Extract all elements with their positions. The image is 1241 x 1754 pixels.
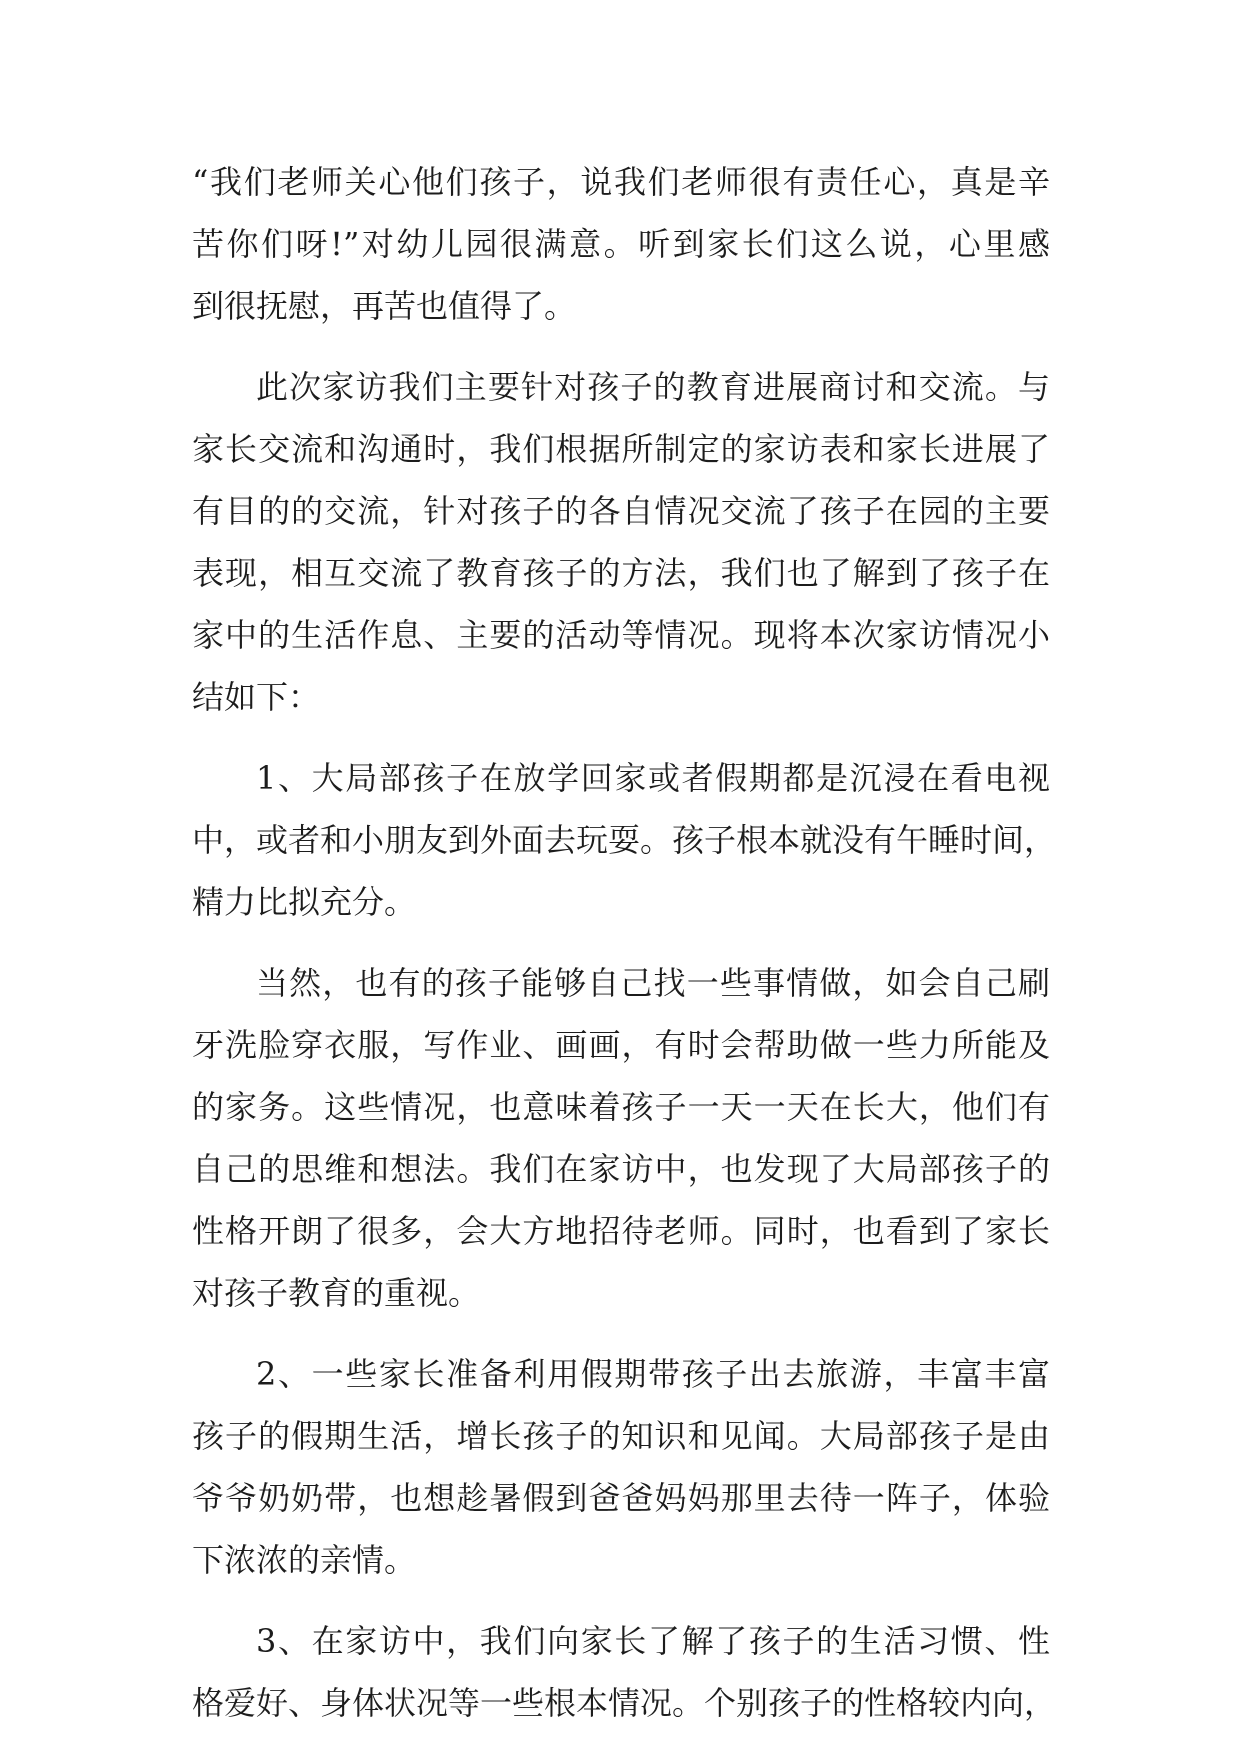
text-line: 自己的思维和想法。我们在家访中，也发现了大局部孩子的	[192, 1150, 1050, 1188]
document-body	[192, 151, 1057, 1734]
text-line: 有目的的交流，针对孩子的各自情况交流了孩子在园的主要	[192, 492, 1050, 530]
text-line: 表现，相互交流了教育孩子的方法，我们也了解到了孩子在	[192, 554, 1050, 592]
text-line: 精力比拟充分。	[192, 883, 417, 921]
text-line: 到很抚慰，再苦也值得了。	[192, 287, 577, 325]
paragraph	[192, 1343, 1050, 1591]
text-line: 结如下：	[192, 678, 321, 716]
text-line: 下浓浓的亲情。	[192, 1541, 417, 1579]
paragraph	[192, 151, 1050, 337]
paragraph	[192, 747, 1057, 933]
text-line: 的家务。这些情况，也意味着孩子一天一天在长大，他们有	[192, 1088, 1050, 1126]
text-line: 家中的生活作息、主要的活动等情况。现将本次家访情况小	[192, 616, 1050, 654]
text-line: 牙洗脸穿衣服，写作业、画画，有时会帮助做一些力所能及	[192, 1026, 1050, 1064]
text-line: 1、大局部孩子在放学回家或者假期都是沉浸在看电视	[256, 759, 1050, 797]
text-line: 当然，也有的孩子能够自己找一些事情做，如会自己刷	[256, 964, 1050, 1002]
text-line: 此次家访我们主要针对孩子的教育进展商讨和交流。与	[256, 368, 1050, 406]
text-line: 对孩子教育的重视。	[192, 1274, 481, 1312]
text-line: 孩子的假期生活，增长孩子的知识和见闻。大局部孩子是由	[192, 1417, 1050, 1455]
text-line: 格爱好、身体状况等一些根本情况。个别孩子的性格较内向，	[192, 1684, 1057, 1722]
text-line: “我们老师关心他们孩子，说我们老师很有责任心，真是辛	[192, 163, 1050, 201]
paragraph	[192, 1610, 1057, 1734]
text-line: 3、在家访中，我们向家长了解了孩子的生活习惯、性	[256, 1622, 1050, 1660]
text-line: 家长交流和沟通时，我们根据所制定的家访表和家长进展了	[192, 430, 1050, 468]
text-line: 爷爷奶奶带，也想趁暑假到爸爸妈妈那里去待一阵子，体验	[192, 1479, 1050, 1517]
text-line: 中，或者和小朋友到外面去玩耍。孩子根本就没有午睡时间，	[192, 821, 1057, 859]
text-line: 性格开朗了很多，会大方地招待老师。同时，也看到了家长	[192, 1212, 1050, 1250]
paragraph	[192, 356, 1050, 728]
text-line: 2、一些家长准备利用假期带孩子出去旅游，丰富丰富	[256, 1355, 1050, 1393]
text-line: 苦你们呀!”对幼儿园很满意。听到家长们这么说，心里感	[192, 225, 1050, 263]
paragraph	[192, 952, 1050, 1324]
